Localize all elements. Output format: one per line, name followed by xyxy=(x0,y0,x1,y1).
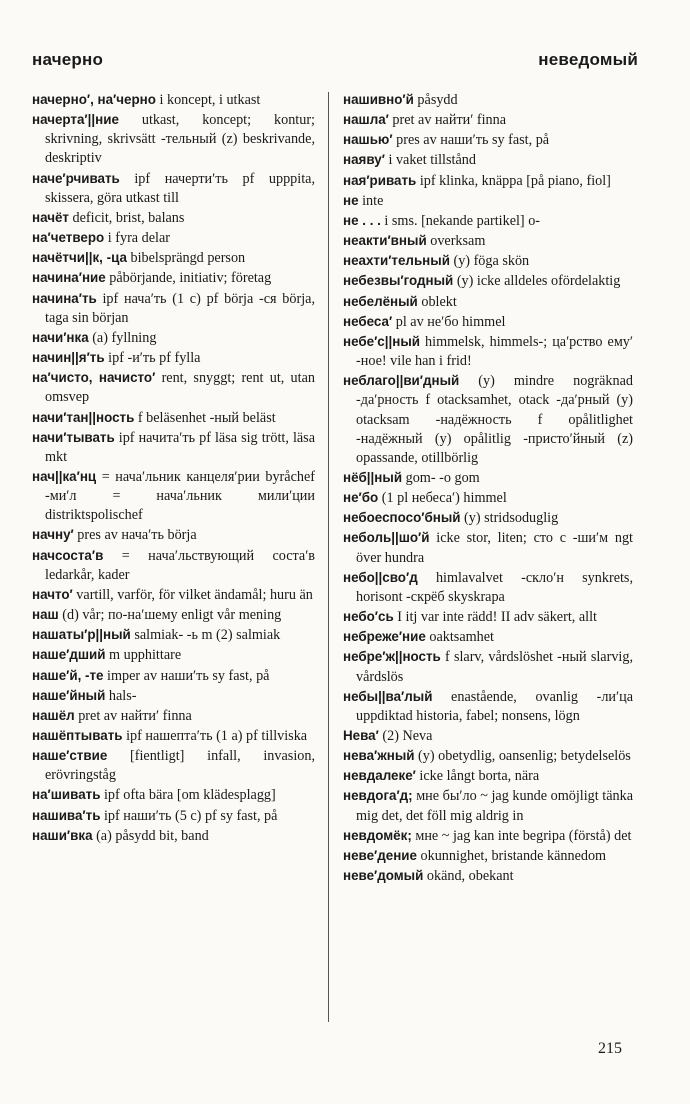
dictionary-entry xyxy=(32,826,315,846)
dictionary-entry xyxy=(32,525,315,545)
entry-definition: imper av наши′ть sy fast, på xyxy=(103,667,270,684)
entry-headword: небе′с||ный xyxy=(343,333,420,349)
entry-headword: наяву′ xyxy=(343,152,385,168)
dictionary-entry xyxy=(343,171,633,191)
entry-headword: нач||ка′нц xyxy=(32,468,97,484)
dictionary-entry xyxy=(32,289,315,328)
entry-headword: неахти′тельный xyxy=(343,253,450,269)
entry-definition: pret av найти′ finna xyxy=(74,707,192,724)
dictionary-entry xyxy=(32,467,315,525)
entry-headword: на′четверо xyxy=(32,230,105,246)
entry-definition: rent, snyggt; rent ut, utan omsvep xyxy=(45,370,315,406)
entry-definition: pres av нача′ть börja xyxy=(73,527,197,544)
dictionary-entry xyxy=(32,706,315,726)
entry-definition: m upphittare xyxy=(105,647,182,664)
entry-definition: мне бы′ло ~ jag kunde omöjligt tänka mig det, det föll mig aldrig in xyxy=(356,788,633,824)
entry-definition: i vaket tillstånd xyxy=(384,152,476,169)
column-divider xyxy=(328,92,329,1022)
entry-headword: невдомёк; xyxy=(343,827,412,843)
entry-headword: неве′дение xyxy=(343,847,417,863)
entry-definition: enastående, ovanlig -ли′ца uppdiktad historia, fabel; nonsens, lögn xyxy=(356,688,633,724)
entry-definition: salmiak- -ь m (2) salmiak xyxy=(130,627,281,644)
entry-headword: начина′ние xyxy=(32,270,106,286)
dictionary-entry xyxy=(32,686,315,706)
entry-headword: начёт xyxy=(32,209,69,225)
entry-definition: ipf начита′ть pf läsa sig trött, läsa mkt xyxy=(45,429,315,465)
entry-headword: ная′ривать xyxy=(343,172,417,188)
entry-headword: неблаго||ви′дный xyxy=(343,373,460,389)
dictionary-entry xyxy=(32,666,315,686)
dictionary-entry xyxy=(32,785,315,805)
entry-definition: hals- xyxy=(105,687,137,704)
entry-definition: i sms. [nekande partikel] o- xyxy=(380,212,541,229)
dictionary-entry xyxy=(32,746,315,785)
dictionary-entry xyxy=(343,371,633,468)
dictionary-entry xyxy=(343,292,633,312)
entry-definition: i koncept, i utkast xyxy=(155,92,261,108)
dictionary-entry xyxy=(343,568,633,607)
entry-headword: нашива′ть xyxy=(32,807,101,823)
dictionary-entry xyxy=(343,786,633,825)
entry-definition: ipf начерти′ть pf uppрita, skissera, göra utkast till xyxy=(45,170,315,206)
dictionary-entry xyxy=(343,826,633,846)
entry-definition: overksam xyxy=(426,233,486,250)
dictionary-entry xyxy=(343,766,633,786)
entry-definition: himmelsk, himmels-; ца′рство ему′ -ное! vile han i frid! xyxy=(356,333,633,370)
entry-headword: на′шивать xyxy=(32,787,101,803)
entry-headword: начин||я′ть xyxy=(32,350,105,366)
entry-definition: [fientligt] infall, invasion, erövringståg xyxy=(45,748,315,784)
dictionary-entry xyxy=(32,428,315,467)
left-guideword: начерно xyxy=(32,50,104,69)
entry-definition: ipf ofta bära [om klädesplagg] xyxy=(100,787,276,804)
entry-headword: нашла′ xyxy=(343,112,389,128)
dictionary-entry xyxy=(32,585,315,605)
entry-headword: наши′вка xyxy=(32,827,93,843)
dictionary-entry xyxy=(32,726,315,746)
dictionary-entry xyxy=(343,607,633,627)
entry-definition: (y) obetydlig, oansenlig; betydelselös xyxy=(414,748,631,765)
dictionary-entry xyxy=(32,348,315,368)
entry-headword: начто′ xyxy=(32,586,73,602)
entry-definition: ipf нашепта′ть (1 a) pf tillviska xyxy=(122,728,308,744)
dictionary-entry xyxy=(32,110,315,168)
entry-headword: нашью′ xyxy=(343,132,393,148)
entry-headword: неболь||шо′й xyxy=(343,530,430,546)
entry-headword: наш xyxy=(32,607,59,623)
entry-headword: начсоста′в xyxy=(32,547,104,563)
entry-headword: неакти′вный xyxy=(343,233,427,249)
entry-definition: (y) icke alldeles ofördelaktig xyxy=(453,273,621,290)
entry-definition: мне ~ jag kan inte begripa (förstå) det xyxy=(411,827,632,844)
entry-headword: небре′ж||ность xyxy=(343,649,441,665)
entry-definition: oblekt xyxy=(417,293,457,310)
entry-headword: начну′ xyxy=(32,527,74,543)
entry-headword: начи′тывать xyxy=(32,429,115,445)
entry-headword: невдога′д; xyxy=(343,788,413,804)
dictionary-entry xyxy=(343,468,633,488)
entry-headword: начерно′, на′черно xyxy=(32,92,156,107)
right-column xyxy=(343,90,633,886)
dictionary-entry xyxy=(32,228,315,248)
dictionary-entry xyxy=(343,508,633,528)
entry-definition: (a) påsydd bit, band xyxy=(92,827,209,844)
entry-definition: f beläsenhet -ный beläst xyxy=(134,409,276,426)
entry-definition: i fyra delar xyxy=(104,230,170,247)
entry-definition: ipf нача′ть (1 c) pf börja -ся börja, taga sin början xyxy=(45,290,315,326)
entry-definition: icke långt borta, nära xyxy=(415,768,540,785)
dictionary-entry xyxy=(32,90,315,110)
entry-headword: небеса′ xyxy=(343,313,393,329)
entry-definition: = нача′льствующий соста′в ledarkår, kader xyxy=(45,547,315,583)
entry-definition: (a) fyllning xyxy=(88,329,157,346)
entry-headword: начи′тан||ность xyxy=(32,409,135,425)
dictionary-entry xyxy=(32,268,315,288)
entry-definition: ipf наши′ть (5 c) pf sy fast, på xyxy=(100,807,278,824)
dictionary-entry xyxy=(343,211,633,231)
entry-headword: наше′ствие xyxy=(32,748,108,764)
dictionary-entry xyxy=(32,248,315,268)
entry-definition: pres av наши′ть sy fast, på xyxy=(392,132,550,149)
dictionary-entry xyxy=(343,866,633,886)
entry-definition: ipf -и′ть pf fylla xyxy=(104,350,201,367)
entry-headword: небоеспосо′бный xyxy=(343,510,461,526)
entry-headword: небезвы′годный xyxy=(343,273,454,289)
dictionary-entry xyxy=(343,332,633,371)
entry-definition: (2) Neva xyxy=(378,728,433,744)
entry-headword: не′бо xyxy=(343,490,379,506)
dictionary-entry xyxy=(343,746,633,766)
entry-definition: oaktsamhet xyxy=(425,629,494,646)
dictionary-entry xyxy=(343,312,633,332)
entry-headword: нашаты′р||ный xyxy=(32,627,131,643)
entry-definition: (1 pl небеса′) himmel xyxy=(378,490,507,507)
entry-definition: f slarv, vårdslöshet -ный slarvig, vårdslös xyxy=(356,649,633,685)
entry-definition: okunnighet, bristande kännedom xyxy=(416,847,607,864)
right-guideword: неведомый xyxy=(538,50,638,69)
dictionary-entry xyxy=(32,605,315,625)
dictionary-entry xyxy=(32,625,315,645)
page-header xyxy=(30,50,638,76)
entry-headword: нашивно′й xyxy=(343,92,414,107)
entry-headword: небы||ва′лый xyxy=(343,688,433,704)
entry-definition: I itj var inte rädd! II adv säkert, allt xyxy=(393,609,597,626)
entry-definition: = нача′льник канцеля′рии byråchef -ми′л = нача′льник мили′ции distriktspolischef xyxy=(45,468,315,524)
entry-headword: начётчи||к, -ца xyxy=(32,250,127,266)
entry-headword: небо||сво′д xyxy=(343,569,418,585)
dictionary-entry xyxy=(32,368,315,407)
entry-headword: невдалеке′ xyxy=(343,768,416,784)
entry-headword: небо′сь xyxy=(343,609,394,625)
dictionary-entry xyxy=(343,846,633,866)
entry-headword: начерта′||ние xyxy=(32,112,119,128)
dictionary-entry xyxy=(343,647,633,686)
dictionary-entry xyxy=(343,687,633,726)
entry-definition: (y) stridsoduglig xyxy=(460,510,559,527)
dictionary-entry xyxy=(343,627,633,647)
entry-definition: påsydd xyxy=(413,92,458,108)
entry-definition: pl av не′бо himmel xyxy=(392,313,506,330)
dictionary-entry xyxy=(343,251,633,271)
dictionary-entry xyxy=(343,150,633,170)
dictionary-entry xyxy=(32,806,315,826)
entry-headword: наче′рчивать xyxy=(32,170,120,186)
entry-definition: inte xyxy=(358,192,384,209)
entry-definition: himlavalvet -скло′н synkrets, horisont -скрёб skyskrapa xyxy=(356,569,633,605)
entry-definition: icke stor, liten; сто с -ши′м ngt över hundra xyxy=(356,530,633,566)
dictionary-entry xyxy=(343,528,633,567)
entry-definition: ipf klinka, knäppa [på piano, fiol] xyxy=(416,172,611,189)
dictionary-entry xyxy=(343,231,633,251)
entry-definition: bibelsprängd person xyxy=(126,250,246,267)
entry-definition: deficit, brist, balans xyxy=(68,209,185,226)
entry-headword: нева′жный xyxy=(343,748,415,764)
entry-definition: vartill, varför, för vilket ändamål; huru än xyxy=(72,586,313,603)
dictionary-entry xyxy=(343,110,633,130)
dictionary-entry xyxy=(343,191,633,211)
dictionary-entry xyxy=(32,328,315,348)
entry-headword: наше′йный xyxy=(32,687,106,703)
entry-headword: Нева′ xyxy=(343,728,379,743)
entry-headword: наше′й, -те xyxy=(32,667,104,683)
entry-headword: начина′ть xyxy=(32,290,97,306)
entry-definition: okänd, obekant xyxy=(423,868,514,885)
dictionary-entry xyxy=(32,169,315,208)
entry-headword: нашёл xyxy=(32,707,75,723)
entry-headword: на′чисто, начисто′ xyxy=(32,370,156,386)
entry-definition: påbörjande, initiativ; företag xyxy=(105,270,272,287)
entry-definition: gom- -o gom xyxy=(402,469,480,486)
entry-headword: наше′дший xyxy=(32,647,106,663)
entry-headword: нашёптывать xyxy=(32,728,123,743)
entry-headword: не . . . xyxy=(343,212,381,228)
entry-headword: неве′домый xyxy=(343,868,424,884)
dictionary-entry xyxy=(32,408,315,428)
entry-headword: нёб||ный xyxy=(343,469,403,485)
dictionary-entry xyxy=(343,726,633,746)
dictionary-entry xyxy=(32,645,315,665)
entry-headword: небреже′ние xyxy=(343,629,426,645)
entry-headword: не xyxy=(343,192,359,208)
page-number: 215 xyxy=(598,1040,622,1057)
entry-definition: pret av найти′ finna xyxy=(388,112,507,129)
entry-headword: начи′нка xyxy=(32,329,89,345)
dictionary-entry xyxy=(343,488,633,508)
entry-definition: (y) mindre nogräknad -да′рность f otacksamhet, otack -да′рный (y) otacksam -надёжность f opålitlighet -надёжный (y) opålitlig -присто′йный (z) opassande, otillbörlig xyxy=(356,373,633,466)
dictionary-entry xyxy=(343,90,633,110)
entry-definition: utkast, koncept; kontur; skrivning, skrivsätt -тельный (z) beskrivande, deskriptiv xyxy=(45,112,315,167)
entry-definition: (d) vår; по-на′шему enligt vår mening xyxy=(58,607,282,624)
dictionary-entry xyxy=(32,546,315,585)
dictionary-entry xyxy=(343,271,633,291)
dictionary-entry xyxy=(32,208,315,228)
dictionary-entry xyxy=(343,130,633,150)
entry-headword: небелёный xyxy=(343,293,418,309)
left-column xyxy=(32,90,315,846)
entry-definition: (y) föga skön xyxy=(449,253,530,270)
